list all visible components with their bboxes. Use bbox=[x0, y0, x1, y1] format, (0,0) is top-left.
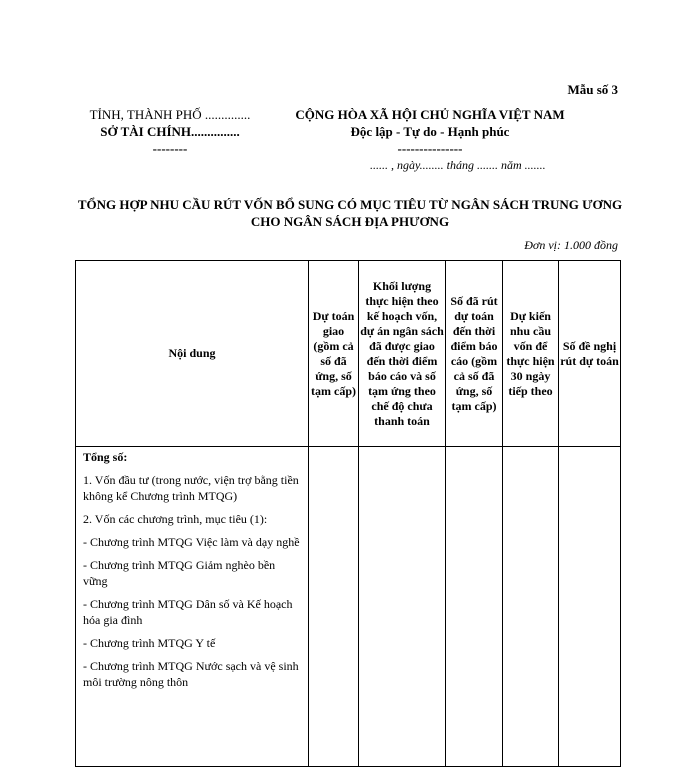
issuer-header bbox=[60, 106, 280, 157]
table-cell bbox=[503, 447, 559, 767]
list-item: 2. Vốn các chương trình, mục tiêu (1): bbox=[83, 512, 268, 526]
col-header-requested: Số đề nghị rút dự toán bbox=[559, 261, 621, 447]
table-header-row bbox=[76, 261, 621, 447]
table-cell bbox=[446, 447, 503, 767]
unit-label: Đơn vị: 1.000 đồng bbox=[524, 238, 618, 252]
form-number: Mẫu số 3 bbox=[567, 82, 618, 97]
department-line: SỞ TÀI CHÍNH............... bbox=[100, 124, 240, 139]
col-header-work-volume: Khối lượng thực hiện theo kế hoạch vốn, dự án ngân sách đã được giao đến thời điểm báo cáo và số tạm ứng theo chế độ chưa thanh toán bbox=[359, 261, 446, 447]
table-cell bbox=[359, 447, 446, 767]
report-table bbox=[75, 260, 621, 767]
list-item: - Chương trình MTQG Giảm nghèo bền vững bbox=[83, 558, 276, 588]
issuer-divider: -------- bbox=[152, 141, 188, 156]
table-body-row bbox=[76, 447, 621, 767]
col-header-withdrawn: Số đã rút dự toán đến thời điểm báo cáo (gồm cả số đã ứng, số tạm cấp) bbox=[446, 261, 503, 447]
national-motto: Độc lập - Tự do - Hạnh phúc bbox=[350, 124, 510, 139]
content-column bbox=[76, 447, 309, 767]
list-item: - Chương trình MTQG Việc làm và dạy nghề bbox=[83, 535, 300, 549]
motto-divider: --------------- bbox=[397, 141, 463, 156]
list-item: Tổng số: bbox=[83, 450, 128, 464]
table-cell bbox=[559, 447, 621, 767]
country-name: CỘNG HÒA XÃ HỘI CHỦ NGHĨA VIỆT NAM bbox=[295, 107, 565, 122]
list-item: - Chương trình MTQG Nước sạch và vệ sinh môi trường nông thôn bbox=[83, 659, 299, 689]
col-header-assigned-estimate: Dự toán giao (gồm cả số đã ứng, số tạm cấp) bbox=[309, 261, 359, 447]
province-line: TỈNH, THÀNH PHỐ .............. bbox=[89, 107, 251, 122]
list-item: - Chương trình MTQG Dân số và Kế hoạch hóa gia đình bbox=[83, 597, 293, 627]
list-item: 1. Vốn đầu tư (trong nước, viện trợ bằng tiền không kể Chương trình MTQG) bbox=[83, 473, 299, 503]
col-header-content: Nội dung bbox=[76, 261, 309, 447]
national-header bbox=[275, 106, 585, 157]
col-header-expected-need: Dự kiến nhu cầu vốn để thực hiện 30 ngày tiếp theo bbox=[503, 261, 559, 447]
list-item: - Chương trình MTQG Y tế bbox=[83, 636, 216, 650]
date-line: ...... , ngày........ tháng ....... năm ....... bbox=[370, 158, 546, 172]
table-cell bbox=[309, 447, 359, 767]
document-title: TỔNG HỢP NHU CẦU RÚT VỐN BỔ SUNG CÓ MỤC TIÊU TỪ NGÂN SÁCH TRUNG ƯƠNG CHO NGÂN SÁCH ĐỊA PHƯƠNG bbox=[77, 197, 623, 229]
